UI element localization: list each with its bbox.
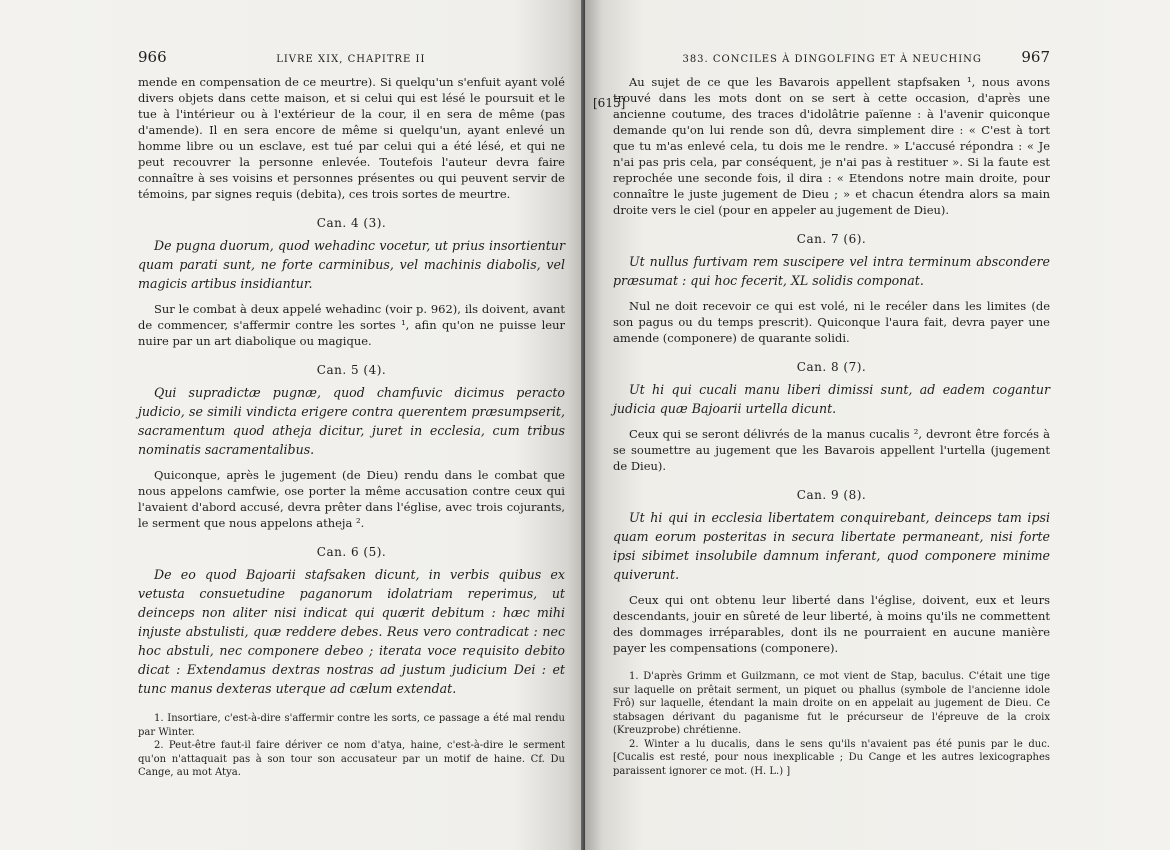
right-page <box>585 0 1170 850</box>
left-running-header <box>138 48 565 74</box>
footnotes <box>613 670 1050 778</box>
paragraph: mende en compensation de ce meurtre). Si quelqu'un s'enfuit ayant volé divers objets dans cette maison, et si celui qui est lésé le poursuit et le tue à l'intérieur ou à l'extérieur de la cour, il en sera de même (pas d'amende). Il en sera encore de même si quelqu'un, ayant enlevé un homme libre ou un esclave, est tué par celui qui a été lésé, et qui ne peut recouvrer la personne enlevée. Toutefois l'auteur devra faire connaître à ses voisins et personnes présentes ou qui peuvent servir de témoins, par signes requis (debita), ces trois sortes de meurtre. <box>138 75 565 201</box>
latin-canon-text: Ut hi qui cucali manu liberi dimissi sunt, ad eadem cogantur judicia quæ Bajoarii urtella dicunt. <box>613 382 1050 416</box>
footnotes <box>138 712 565 780</box>
canon-heading: Can. 7 (6). <box>796 232 867 246</box>
page-number: 967 <box>1021 48 1050 66</box>
latin-canon-text: De pugna duorum, quod wehadinc vocetur, ut prius insortientur quam parati sunt, ne forte carminibus, vel machinis diabolis, vel magicis artibus insidiantur. <box>138 238 565 291</box>
paragraph: Au sujet de ce que les Bavarois appellent stapfsaken ¹, nous avons trouvé dans les mots dont on se sert à cette occasion, d'après une ancienne coutume, des traces d'idolâtrie païenne : à l'avenir quiconque demande qu'on lui rende son dû, devra simplement dire : « C'est à tort que tu m'as enlevé cela, tu dois me le rendre. » L'accusé répondra : « Je n'ai pas pris cela, par conséquent, je n'ai pas à restituer ». Si la faute est reprochée une seconde fois, il dira : « Etendons notre main droite, pour connaître le juste jugement de Dieu ; » et chacun étendra alors sa main droite vers le ciel (pour en appeler au jugement de Dieu). <box>613 75 1050 217</box>
running-head: LIVRE XIX, CHAPITRE II <box>276 54 426 65</box>
canon-heading: Can. 6 (5). <box>316 545 387 559</box>
page-number: 966 <box>138 48 167 66</box>
latin-canon-text: De eo quod Bajoarii stafsaken dicunt, in verbis quibus ex vetusta consuetudine paganorum idolatriam reperimus, ut deinceps non aliter nisi indicat qui quærit debitum : hæc mihi injuste abstulisti, quæ reddere debes. Reus vero contradicat : nec hoc abstuli, nec componere debeo ; iterata voce requisito debito dicat : Extendamus dextras nostras ad justum judicium Dei : et tunc manus dexteras uterque ad cælum extendat. <box>138 567 565 696</box>
latin-canon-text: Qui supradictæ pugnæ, quod chamfuvic dicimus peracto judicio, se simili vindicta erigere contra querentem præsumpserit, sacramentum quod atheja dicitur, juret in ecclesia, cum tribus nominatis sacramentalibus. <box>138 385 565 457</box>
running-head: 383. CONCILES À DINGOLFING ET À NEUCHING <box>682 54 982 65</box>
paragraph: Ceux qui ont obtenu leur liberté dans l'église, doivent, eux et leurs descendants, jouir en sûreté de leur liberté, à moins qu'ils ne commettent des dommages irréparables, dont ils ne pourraient en aucune manière payer les compensations (componere). <box>613 593 1050 655</box>
paragraph: Ceux qui se seront délivrés de la manus cucalis ², devront être forcés à se soumettre au jugement que les Bavarois appellent l'urtella (jugement de Dieu). <box>613 427 1050 473</box>
footnote: 2. Peut-être faut-il faire dériver ce nom d'atya, haine, c'est-à-dire le serment qu'on n'attaquait pas à son tour son accusateur par un motif de haine. Cf. Du Cange, au mot Atya. <box>138 740 565 778</box>
footnote: 1. D'après Grimm et Guilzmann, ce mot vient de Stap, baculus. C'était une tige sur laquelle on prêtait serment, un piquet ou phallus (symbole de l'ancienne idole Frô) sur laquelle, étendant la main droite on en appelait au jugement de Dieu. Ce stabsagen dérivant du paganisme fut le précurseur de l'épreuve de la croix (Kreuzprobe) chrétienne. <box>613 671 1050 736</box>
footnote: 1. Insortiare, c'est-à-dire s'affermir contre les sorts, ce passage a été mal rendu par Winter. <box>138 713 565 738</box>
paragraph: Sur le combat à deux appelé wehadinc (voir p. 962), ils doivent, avant de commencer, s'affermir contre les sortes ¹, afin qu'on ne puisse leur nuire par un art diabolique ou magique. <box>138 302 565 348</box>
paragraph: Quiconque, après le jugement (de Dieu) rendu dans le combat que nous appelons camfwie, ose porter la même accusation contre ceux qui l'avaient d'abord accusé, devra prêter dans l'église, avec trois cojurants, le serment que nous appelons atheja ². <box>138 468 565 530</box>
paragraph: Nul ne doit recevoir ce qui est volé, ni le recéler dans les limites (de son pagus ou du temps prescrit). Quiconque l'aura fait, devra payer une amende (componere) de quarante solidi. <box>613 299 1050 345</box>
footnote: 2. Winter a lu ducalis, dans le sens qu'ils n'avaient pas été punis par le duc. [Cucalis est resté, pour nous inexplicable ; Du Cange et les autres lexicographes paraissent ignorer ce mot. (H. L.) ] <box>613 738 1050 777</box>
canon-heading: Can. 5 (4). <box>316 363 387 377</box>
canon-heading: Can. 4 (3). <box>316 216 387 230</box>
canon-heading: Can. 9 (8). <box>796 488 867 502</box>
margin-note: [615] <box>593 96 626 110</box>
right-running-header <box>613 48 1050 74</box>
latin-canon-text: Ut nullus furtivam rem suscipere vel intra terminum abscondere præsumat : qui hoc fecerit, XL solidis componat. <box>613 254 1050 288</box>
latin-canon-text: Ut hi qui in ecclesia libertatem conquirebant, deinceps tam ipsi quam eorum posteritas in secura libertate permaneant, nisi forte ipsi sibimet insolubile damnum inferant, quod componere minime quiverunt. <box>613 510 1050 582</box>
canon-heading: Can. 8 (7). <box>796 360 867 374</box>
